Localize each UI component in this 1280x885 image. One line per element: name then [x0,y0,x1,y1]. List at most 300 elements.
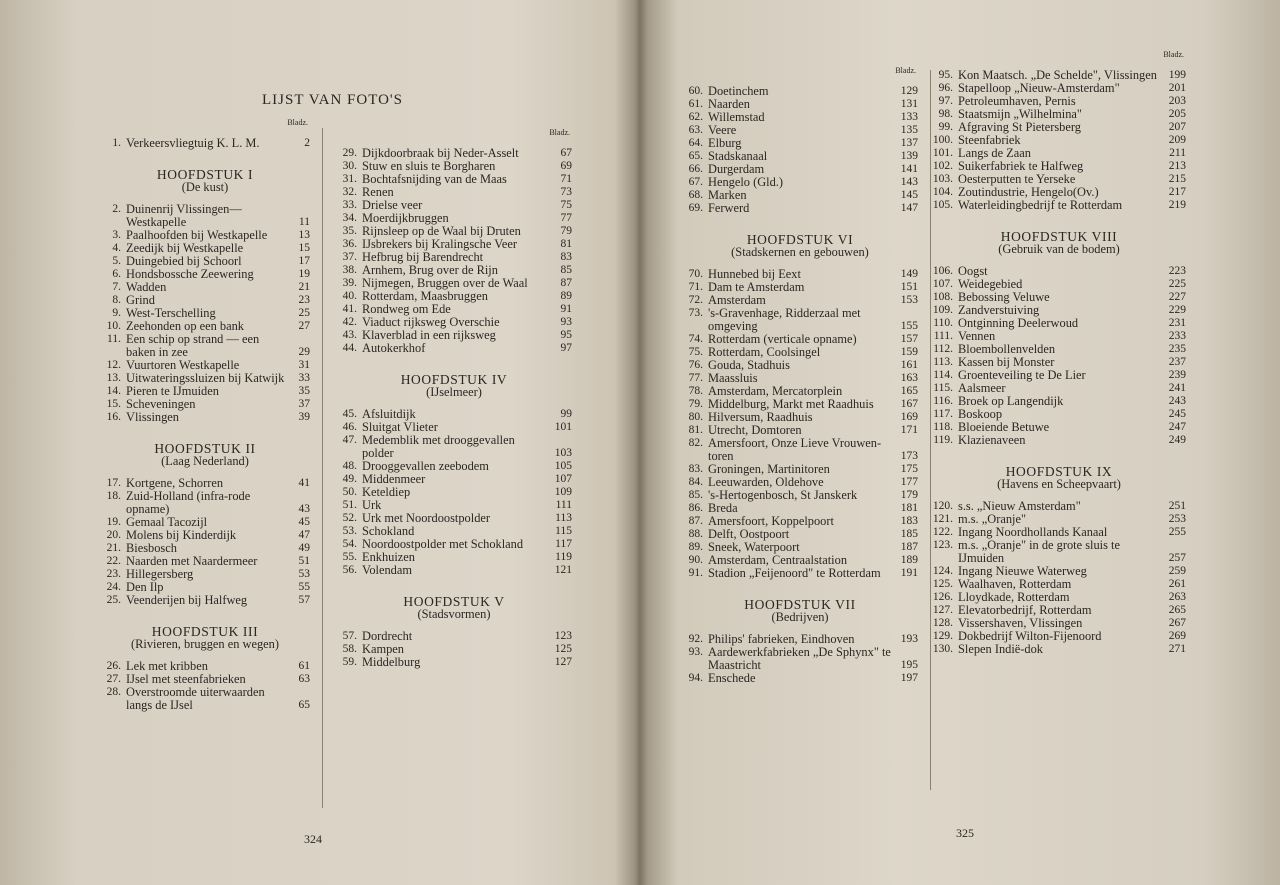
entry-title: Gemaal Tacozijl [126,515,208,529]
toc-entry [932,199,1186,212]
entry-page: 53 [298,568,310,580]
entry-number: 66. [688,163,703,175]
toc-entry [100,490,310,516]
right-page [640,0,1280,885]
entry-number: 20. [106,529,121,541]
entry-page: 171 [900,424,918,436]
column-divider [930,70,931,790]
entry-page: 243 [1168,395,1186,407]
entry-number: 79. [688,398,703,410]
entry-number: 49. [342,473,357,485]
entry-number: 42. [342,316,357,328]
entry-number: 41. [342,303,357,315]
entry-page: 189 [900,554,918,566]
entry-number: 90. [688,554,703,566]
entry-page: 25 [298,307,310,319]
entry-title: Urk [362,498,382,512]
entry-page: 163 [900,372,918,384]
entry-number: 97. [938,95,953,107]
entry-number: 113. [933,356,953,368]
entry-number: 24. [106,581,121,593]
entry-title: Ontginning Deelerwoud [958,316,1079,330]
entry-number: 128. [932,617,953,629]
toc-entry [336,564,572,577]
entry-page: 223 [1168,265,1186,277]
entry-page: 239 [1168,369,1186,381]
toc-entry [932,643,1186,656]
chapter-subtitle: (Gebruik van de bodem) [998,242,1120,256]
entry-page: 67 [560,147,572,159]
entry-title: Rotterdam, Coolsingel [708,345,821,359]
bladz-label: Bladz. [1163,50,1184,59]
entry-page: 219 [1168,199,1186,211]
entry-page: 231 [1168,317,1186,329]
entry-page: 259 [1168,565,1186,577]
entry-number: 81. [688,424,703,436]
entry-number: 54. [342,538,357,550]
toc-entry [682,437,918,463]
entry-title: Middelburg [362,655,421,669]
entry-page: 93 [560,316,572,328]
entry-title: Steenfabriek [958,133,1021,147]
entry-number: 15. [106,398,121,410]
entry-page: 157 [900,333,918,345]
entry-title: Schokland [362,524,415,538]
entry-page: 33 [298,372,310,384]
entry-title: Viaduct rijksweg Overschie [362,315,500,329]
chapter-heading: HOOFDSTUK I [156,167,254,182]
entry-page: 47 [298,529,310,541]
entry-page: 215 [1168,173,1186,185]
entry-number: 126. [932,591,953,603]
entry-page: 43 [298,503,310,515]
entry-number: 17. [106,477,121,489]
entry-number: 44. [342,342,357,354]
chapter-heading: HOOFDSTUK VIII [1000,229,1118,244]
entry-page: 95 [560,329,572,341]
entry-title: IJsel met steenfabrieken [126,672,246,686]
entry-title: Dijkdoorbraak bij Neder-Asselt [362,146,519,160]
entry-page: 69 [560,160,572,172]
entry-number: 103. [932,173,953,185]
entry-title: Pieren te IJmuiden [126,384,219,398]
entry-number: 76. [688,359,703,371]
entry-number: 22. [106,555,121,567]
entry-number: 19. [106,516,121,528]
entry-title: Willemstad [708,110,765,124]
entry-number: 119. [933,434,953,446]
bladz-label: Bladz. [895,66,916,75]
entry-number: 82. [688,437,703,449]
entry-number: 29. [342,147,357,159]
entry-title: Noordoostpolder met Schokland [362,537,524,551]
entry-title: Drielse veer [362,198,423,212]
entry-title: Hilversum, Raadhuis [708,410,813,424]
entry-title: Amersfoort, Koppelpoort [708,514,834,528]
entry-number: 91. [688,567,703,579]
entry-number: 51. [342,499,357,511]
toc-column-left-1 [100,118,310,712]
entry-number: 68. [688,189,703,201]
entry-title: Maassluis [708,371,758,385]
entry-number: 18. [106,490,121,502]
column-divider [322,128,323,808]
entry-number: 122. [932,526,953,538]
entry-title: Bloembollenvelden [958,342,1056,356]
entry-number: 129. [932,630,953,642]
entry-page: 19 [298,268,310,280]
toc-entry [682,202,918,215]
entry-number: 58. [342,643,357,655]
entry-title: Aalsmeer [958,381,1006,395]
entry-title: Zeehonden op een bank [126,319,245,333]
entry-title: Leeuwarden, Oldehove [708,475,824,489]
entry-page: 105 [554,460,572,472]
entry-title: Philips' fabrieken, Eindhoven [708,632,855,646]
entry-number: 96. [938,82,953,94]
entry-page: 203 [1168,95,1186,107]
entry-title: Stadskanaal [708,149,768,163]
entry-page: 61 [298,660,310,672]
entry-number: 110. [933,317,953,329]
entry-page: 183 [900,515,918,527]
entry-page: 125 [554,643,572,655]
entry-page: 119 [555,551,572,563]
entry-title: Gouda, Stadhuis [708,358,790,372]
entry-title: Kortgene, Schorren [126,476,224,490]
entry-number: 63. [688,124,703,136]
toc-section [682,85,918,215]
entry-number: 31. [342,173,357,185]
toc-entry [932,434,1186,447]
entry-number: 25. [106,594,121,606]
entry-page: 269 [1168,630,1186,642]
entry-page: 141 [900,163,918,175]
entry-number: 27. [106,673,121,685]
entry-title: Petroleumhaven, Pernis [958,94,1076,108]
entry-title: Afsluitdijk [362,407,416,421]
toc-column-right-2 [932,50,1186,656]
entry-title: Zeedijk bij Westkapelle [126,241,244,255]
entry-number: 60. [688,85,703,97]
entry-title: Een schip op strand — een baken in zee [126,332,260,359]
entry-title: Moerdijkbruggen [362,211,449,225]
entry-number: 62. [688,111,703,123]
entry-title: Dordrecht [362,629,413,643]
entry-page: 11 [298,216,310,228]
chapter-subtitle: (Stadskernen en gebouwen) [731,245,869,259]
entry-number: 89. [688,541,703,553]
entry-number: 12. [106,359,121,371]
entry-number: 23. [106,568,121,580]
entry-page: 187 [900,541,918,553]
entry-title: Elburg [708,136,742,150]
entry-number: 57. [342,630,357,642]
entry-number: 99. [938,121,953,133]
entry-page: 169 [900,411,918,423]
entry-title: Doetinchem [708,84,769,98]
toc-section [100,168,310,424]
entry-page: 83 [560,251,572,263]
entry-number: 37. [342,251,357,263]
entry-title: Hefbrug bij Barendrecht [362,250,484,264]
toc-section [682,598,918,685]
entry-number: 121. [932,513,953,525]
entry-title: Amsterdam [708,293,766,307]
entry-title: Slepen Indië-dok [958,642,1043,656]
page-number-right: 325 [956,826,974,840]
entry-page: 217 [1168,186,1186,198]
entry-number: 69. [688,202,703,214]
entry-number: 100. [932,134,953,146]
entry-page: 261 [1168,578,1186,590]
entry-title: Middelburg, Markt met Raadhuis [708,397,874,411]
entry-title: Scheveningen [126,397,196,411]
entry-title: Broek op Langendijk [958,394,1064,408]
entry-number: 13. [106,372,121,384]
entry-number: 95. [938,69,953,81]
entry-number: 40. [342,290,357,302]
entry-title: Vennen [958,329,996,343]
entry-page: 23 [298,294,310,306]
entry-title: Amsterdam, Centraalstation [708,553,848,567]
entry-number: 98. [938,108,953,120]
entry-page: 143 [900,176,918,188]
entry-title: Middenmeer [362,472,426,486]
entry-page: 193 [900,633,918,645]
entry-number: 50. [342,486,357,498]
entry-number: 16. [106,411,121,423]
entry-title: Kassen bij Monster [958,355,1055,369]
entry-number: 118. [933,421,953,433]
entry-number: 3. [112,229,121,241]
entry-number: 38. [342,264,357,276]
entry-page: 85 [560,264,572,276]
entry-page: 241 [1168,382,1186,394]
entry-number: 93. [688,646,703,658]
entry-page: 175 [900,463,918,475]
entry-number: 43. [342,329,357,341]
entry-page: 135 [900,124,918,136]
entry-title: Ferwerd [708,201,750,215]
entry-page: 13 [298,229,310,241]
entry-page: 123 [554,630,572,642]
entry-title: Groenteveiling te De Lier [958,368,1086,382]
entry-title: Kon Maatsch. „De Schelde", Vlissingen [958,68,1157,82]
chapter-heading: HOOFDSTUK VI [746,232,854,247]
toc-section [336,147,572,355]
entry-number: 78. [688,385,703,397]
entry-title: Hondsbossche Zeewering [126,267,254,281]
entry-page: 89 [560,290,572,302]
toc-section [682,233,918,580]
entry-page: 155 [900,320,918,332]
entry-title: Klaverblad in een rijksweg [362,328,496,342]
entry-number: 73. [688,307,703,319]
entry-title: IJsbrekers bij Kralingsche Veer [362,237,517,251]
entry-title: Marken [708,188,747,202]
toc-section [932,69,1186,212]
entry-page: 21 [298,281,310,293]
entry-number: 65. [688,150,703,162]
entry-number: 125. [932,578,953,590]
entry-page: 161 [900,359,918,371]
entry-title: Medemblik met drooggevallen polder [362,433,515,460]
toc-entry [100,411,310,424]
chapter-heading: HOOFDSTUK VII [744,597,856,612]
entry-title: Langs de Zaan [958,146,1031,160]
entry-number: 10. [106,320,121,332]
entry-page: 137 [900,137,918,149]
entry-title: Delft, Oostpoort [708,527,790,541]
entry-number: 32. [342,186,357,198]
entry-title: Groningen, Martinitoren [708,462,830,476]
entry-page: 147 [900,202,918,214]
entry-page: 167 [900,398,918,410]
entry-page: 233 [1168,330,1186,342]
entry-title: Veenderijen bij Halfweg [126,593,248,607]
entry-page: 237 [1168,356,1186,368]
entry-page: 79 [560,225,572,237]
entry-page: 39 [298,411,310,423]
entry-title: Bebossing Veluwe [958,290,1050,304]
toc-section [336,595,572,669]
entry-title: Duinenrij Vlissingen—Westkapelle [126,202,242,229]
entry-title: Hillegersberg [126,567,194,581]
toc-entry [336,434,572,460]
entry-page: 227 [1168,291,1186,303]
entry-number: 83. [688,463,703,475]
toc-section [932,230,1186,447]
entry-number: 59. [342,656,357,668]
entry-number: 47. [342,434,357,446]
entry-number: 55. [342,551,357,563]
entry-page: 109 [554,486,572,498]
entry-title: Wadden [126,280,167,294]
entry-number: 75. [688,346,703,358]
entry-page: 271 [1168,643,1186,655]
entry-page: 181 [900,502,918,514]
entry-title: Arnhem, Brug over de Rijn [362,263,498,277]
entry-page: 263 [1168,591,1186,603]
chapter-subtitle: (IJselmeer) [426,385,482,399]
entry-title: Volendam [362,563,413,577]
entry-number: 104. [932,186,953,198]
entry-page: 49 [298,542,310,554]
entry-number: 87. [688,515,703,527]
chapter-heading: HOOFDSTUK IV [400,372,508,387]
entry-title: Rijnsleep op de Waal bij Druten [362,224,521,238]
entry-title: Rondweg om Ede [362,302,451,316]
entry-title: s.s. „Nieuw Amsterdam" [958,499,1081,513]
entry-page: 127 [554,656,572,668]
toc-entry [682,567,918,580]
entry-title: Molens bij Kinderdijk [126,528,237,542]
entry-page: 267 [1168,617,1186,629]
entry-title: Vuurtoren Westkapelle [126,358,240,372]
entry-number: 112. [933,343,953,355]
entry-page: 209 [1168,134,1186,146]
entry-page: 159 [900,346,918,358]
entry-title: Amsterdam, Mercatorplein [708,384,843,398]
entry-number: 4. [112,242,121,254]
entry-title: Paalhoofden bij Westkapelle [126,228,268,242]
entry-number: 64. [688,137,703,149]
entry-title: Vissershaven, Vlissingen [958,616,1083,630]
toc-entry [682,307,918,333]
entry-page: 117 [555,538,572,550]
entry-title: Uitwateringssluizen bij Katwijk [126,371,285,385]
entry-page: 77 [560,212,572,224]
entry-number: 28. [106,686,121,698]
entry-number: 8. [112,294,121,306]
toc-section [100,625,310,712]
entry-title: Sluitgat Vlieter [362,420,438,434]
entry-title: Rotterdam (verticale opname) [708,332,857,346]
entry-number: 56. [342,564,357,576]
entry-number: 21. [106,542,121,554]
entry-number: 120. [932,500,953,512]
entry-number: 111. [933,330,953,342]
entry-page: 55 [298,581,310,593]
entry-title: Drooggevallen zeebodem [362,459,489,473]
toc-entry [682,672,918,685]
entry-number: 115. [933,382,953,394]
entry-title: Enkhuizen [362,550,415,564]
entry-number: 70. [688,268,703,280]
entry-page: 265 [1168,604,1186,616]
entry-page: 29 [298,346,310,358]
entry-page: 97 [560,342,572,354]
entry-number: 5. [112,255,121,267]
entry-number: 92. [688,633,703,645]
entry-number: 109. [932,304,953,316]
entry-title: 's-Gravenhage, Ridderzaal met omgeving [708,306,861,333]
entry-title: Utrecht, Domtoren [708,423,802,437]
entry-title: Zoutindustrie, Hengelo(Ov.) [958,185,1099,199]
entry-number: 14. [106,385,121,397]
entry-page: 129 [900,85,918,97]
entry-page: 185 [900,528,918,540]
entry-title: Oesterputten te Yerseke [958,172,1076,186]
toc-entry [100,333,310,359]
entry-page: 113 [555,512,572,524]
entry-page: 179 [900,489,918,501]
page-title: LIJST VAN FOTO'S [262,92,403,108]
entry-title: Autokerkhof [362,341,426,355]
entry-page: 139 [900,150,918,162]
entry-title: m.s. „Oranje" [958,512,1027,526]
entry-number: 53. [342,525,357,537]
entry-number: 84. [688,476,703,488]
entry-title: Zuid-Holland (infra-rode opname) [126,489,251,516]
entry-title: Breda [708,501,738,515]
entry-number: 74. [688,333,703,345]
entry-title: Staatsmijn „Wilhelmina" [958,107,1082,121]
entry-page: 257 [1168,552,1186,564]
entry-number: 34. [342,212,357,224]
entry-title: Den Ilp [126,580,164,594]
entry-number: 77. [688,372,703,384]
entry-page: 45 [298,516,310,528]
page-number-left: 324 [304,832,322,846]
entry-title: Weidegebied [958,277,1023,291]
entry-page: 15 [298,242,310,254]
entry-page: 27 [298,320,310,332]
entry-title: Aardewerkfabrieken „De Sphynx" te Maastricht [708,645,891,672]
entry-title: Bochtafsnijding van de Maas [362,172,507,186]
entry-number: 39. [342,277,357,289]
